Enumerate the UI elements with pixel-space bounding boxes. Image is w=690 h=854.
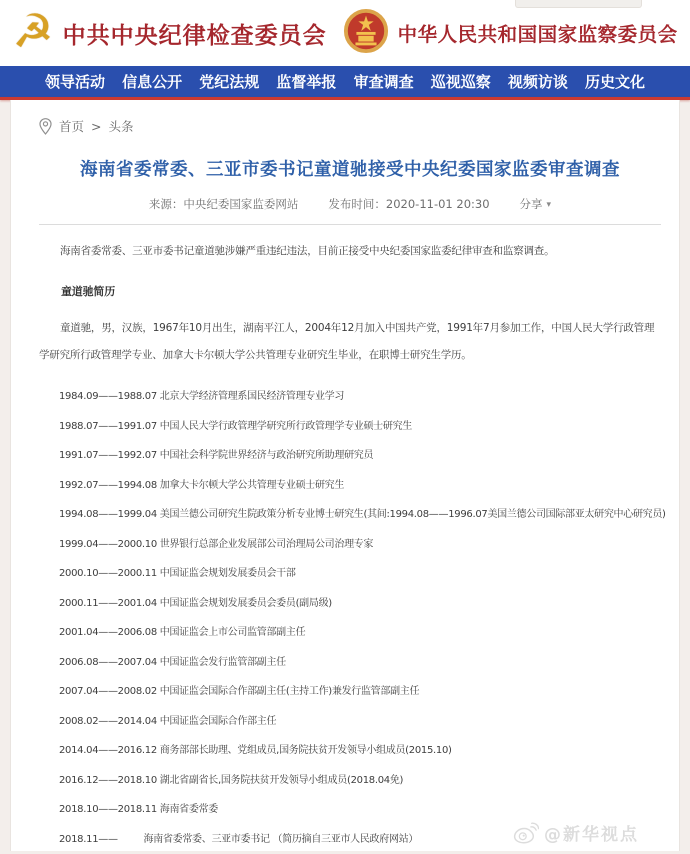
article-body (39, 238, 666, 854)
hammer-sickle-icon: ☭ (12, 4, 54, 58)
timeline-item: 1991.07——1992.07 中国社会科学院世界经济与政治研究所助理研究员 (59, 450, 374, 461)
meta-divider (39, 224, 661, 225)
lead-paragraph: 海南省委常委、三亚市委书记童道驰涉嫌严重违纪违法，目前正接受中央纪委国家监委纪律审查和监察调查。 (60, 245, 555, 257)
timeline-list (39, 382, 666, 854)
nav-item-video[interactable]: 视频访谈 (507, 73, 568, 91)
timeline-item: 2014.04——2016.12 商务部部长助理、党组成员,国务院扶贫开发领导小组成员(2015.10) (59, 745, 452, 756)
nav-item-regulations[interactable]: 党纪法规 (199, 73, 260, 91)
breadcrumb-separator: > (91, 118, 102, 134)
timeline-item: 2000.11——2001.04 中国证监会规划发展委员会委员(副局级) (59, 597, 332, 609)
nav-item-leadership[interactable]: 领导活动 (45, 73, 106, 91)
article-meta (39, 196, 661, 212)
resume-heading: 童道驰简历 (61, 285, 115, 298)
timeline-item: 2018.11—— 海南省委常委、三亚市委书记 （简历摘自三亚市人民政府网站） (59, 833, 419, 845)
timeline-item: 2018.10——2018.11 海南省委常委 (59, 804, 218, 815)
source-label: 来源： (148, 197, 184, 211)
publish-label: 发布时间： (328, 197, 386, 211)
timeline-item: 1992.07——1994.08 加拿大卡尔顿大学公共管理专业硕士研究生 (59, 479, 345, 491)
timeline-item: 1999.04——2000.10 世界银行总部企业发展部公司治理局公司治理专家 (59, 538, 374, 550)
site-header (0, 0, 690, 66)
bio-paragraph: 童道驰，男，汉族，1967年10月出生，湖南平江人，2004年12月加入中国共产党，1991年7月参加工作，中国人民大学行政管理学研究所行政管理学专业、加拿大卡尔顿大学公共管理专业研究生毕业，在职博士研究生学历。 (39, 322, 655, 361)
source-value: 中央纪委国家监委网站 (183, 197, 299, 211)
timeline-item: 2006.08——2007.04 中国证监会发行监管部副主任 (59, 656, 286, 668)
nav-item-history[interactable]: 历史文化 (584, 73, 645, 91)
share-button[interactable] (520, 196, 552, 212)
nav-item-information[interactable]: 信息公开 (122, 73, 183, 91)
watermark (513, 820, 639, 845)
nsc-org-title: 中华人民共和国国家监察委员会 (397, 23, 678, 46)
nav-item-inspection[interactable]: 巡视巡察 (430, 73, 491, 91)
timeline-item: 1988.07——1991.07 中国人民大学行政管理学研究所行政管理学专业硕士研究生 (59, 420, 412, 432)
nav-item-investigation[interactable]: 审查调查 (353, 73, 414, 91)
timeline-item: 1984.09——1988.07 北京大学经济管理系国民经济管理专业学习 (59, 391, 345, 402)
main-nav (0, 66, 690, 97)
location-pin-icon (39, 118, 52, 135)
header-partial-element (515, 0, 642, 8)
breadcrumb (39, 100, 661, 135)
brand-nsc[interactable] (343, 8, 678, 58)
brand-ccdi[interactable] (12, 4, 327, 58)
breadcrumb-current: 头条 (108, 119, 134, 134)
share-label: 分享 (519, 197, 543, 211)
prc-national-emblem-icon (343, 8, 389, 58)
timeline-item: 1994.08——1999.04 美国兰德公司研究生院政策分析专业博士研究生(其间:1994.08——1996.07美国兰德公司国际部亚太研究中心研究员) (59, 509, 666, 520)
article-card (10, 100, 680, 851)
timeline-item: 2001.04——2006.08 中国证监会上市公司监管部副主任 (59, 627, 306, 638)
article-title: 海南省委常委、三亚市委书记童道驰接受中央纪委国家监委审查调查 (80, 160, 620, 180)
meta-publish-time (328, 196, 489, 212)
watermark-text: @新华视点 (544, 825, 639, 845)
weibo-icon (513, 822, 539, 844)
meta-source (149, 196, 299, 212)
chevron-down-icon: ▾ (546, 200, 552, 210)
timeline-item: 2008.02——2014.04 中国证监会国际合作部主任 (59, 715, 277, 727)
nav-item-reporting[interactable]: 监督举报 (276, 73, 337, 91)
timeline-item: 2000.10——2000.11 中国证监会规划发展委员会干部 (59, 568, 296, 579)
timeline-item: 2007.04——2008.02 中国证监会国际合作部副主任(主持工作)兼发行监管部副主任 (59, 686, 420, 697)
ccdi-org-title: 中共中央纪律检查委员会 (62, 22, 327, 49)
publish-value: 2020-11-01 20:30 (385, 197, 490, 211)
breadcrumb-home[interactable]: 首页 (59, 119, 85, 134)
timeline-item: 2016.12——2018.10 湖北省副省长,国务院扶贫开发领导小组成员(2018.04免) (59, 774, 404, 786)
